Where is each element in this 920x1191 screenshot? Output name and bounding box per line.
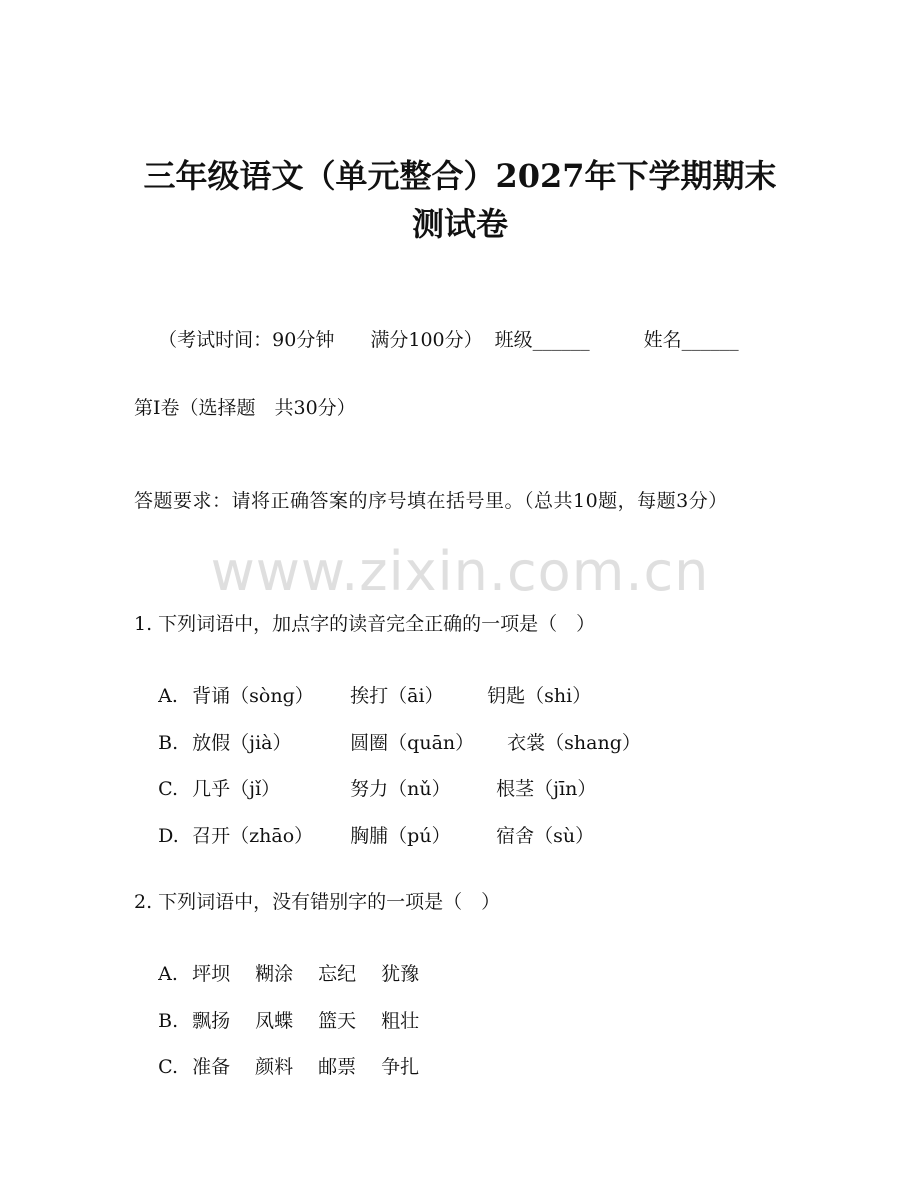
option-word: 粗壮 [381, 1010, 420, 1032]
exam-time: （考试时间：90分钟 [158, 329, 335, 351]
full-score: 满分100分） [370, 329, 483, 351]
option-word: 胸脯（pú） [350, 825, 451, 847]
question-1-option-d [134, 797, 594, 875]
option-word: 召开（zhāo） [192, 825, 314, 847]
option-word: 放假（jià） [192, 732, 292, 754]
section-heading: 第Ⅰ卷（选择题 共30分） [134, 397, 356, 419]
option-word: 努力（nǔ） [350, 778, 451, 800]
option-word: 衣裳（shang） [507, 732, 641, 754]
option-label: C. [158, 1056, 179, 1078]
option-word: 犹豫 [381, 963, 420, 985]
exam-info-line [134, 301, 739, 379]
watermark-text: www.zixin.com.cn [210, 540, 710, 603]
question-2-option-c [134, 1028, 419, 1106]
option-label: D. [158, 825, 179, 847]
option-word: 背诵（sònɡ） [192, 685, 314, 707]
option-word: 颜料 [255, 1056, 294, 1078]
option-label: B. [158, 732, 179, 754]
option-word: 忘纪 [318, 963, 357, 985]
option-word: 钥匙（shi） [487, 685, 592, 707]
option-word: 坪坝 [192, 963, 231, 985]
option-word: 挨打（āi） [350, 685, 444, 707]
class-field: 班级______ [494, 329, 590, 351]
question-2-stem: 2. 下列词语中，没有错别字的一项是（ ） [134, 891, 501, 913]
option-word: 争扎 [381, 1056, 420, 1078]
exam-title [100, 152, 820, 248]
option-word: 几乎（jǐ） [192, 778, 281, 800]
option-label: C. [158, 778, 179, 800]
option-word: 糊涂 [255, 963, 294, 985]
option-word: 邮票 [318, 1056, 357, 1078]
option-word: 准备 [192, 1056, 231, 1078]
option-word: 根茎（jīn） [496, 778, 597, 800]
option-word: 宿舍（sù） [496, 825, 595, 847]
option-word: 凤蝶 [255, 1010, 294, 1032]
option-label: B. [158, 1010, 179, 1032]
question-1-stem: 1. 下列词语中，加点字的读音完全正确的一项是（ ） [134, 613, 596, 635]
option-word: 篮天 [318, 1010, 357, 1032]
exam-title-line-2: 测试卷 [411, 205, 508, 243]
name-field: 姓名______ [643, 329, 739, 351]
exam-title-line-1: 三年级语文（单元整合）2027年下学期期末 [143, 157, 777, 195]
instruction-text: 答题要求：请将正确答案的序号填在括号里。（总共10题，每题3分） [134, 490, 728, 512]
option-word: 圆圈（quān） [350, 732, 475, 754]
option-label: A. [158, 963, 178, 985]
option-label: A. [158, 685, 178, 707]
option-word: 飘扬 [192, 1010, 231, 1032]
